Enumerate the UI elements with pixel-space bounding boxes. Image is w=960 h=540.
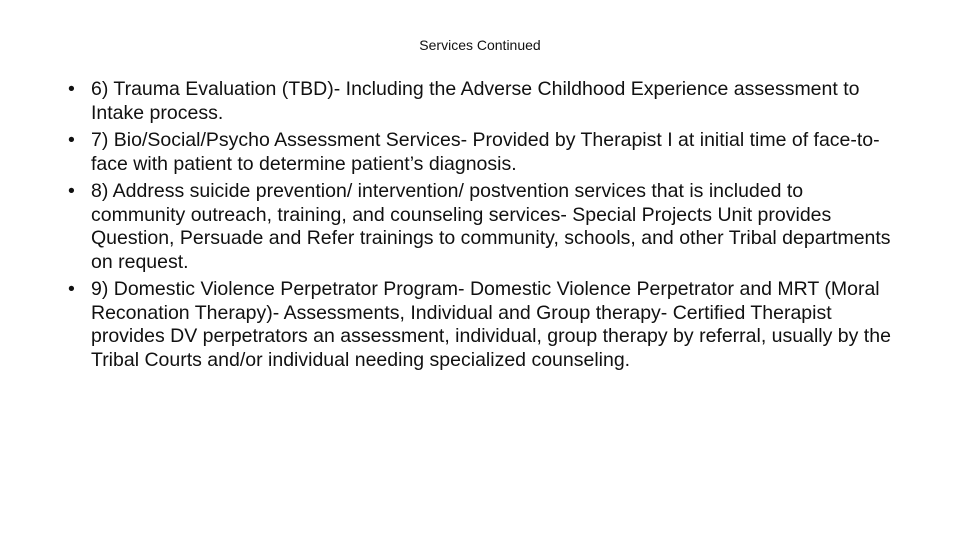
bullet-icon: • bbox=[68, 278, 75, 300]
bullet-item-domestic-violence bbox=[68, 278, 898, 372]
bullet-text: 8) Address suicide prevention/ intervention/ postvention services that is included to community outreach, training, and counseling services- Special Projects Unit provides Question, Persuade and Refer trainings to community, schools, and other Tribal departments on request. bbox=[91, 180, 891, 273]
bullet-text: 7) Bio/Social/Psycho Assessment Services- Provided by Therapist I at initial time of face-to-face with patient to determine patient’s diagnosis. bbox=[91, 129, 880, 175]
bullet-item-trauma-evaluation bbox=[68, 78, 898, 125]
bullet-list bbox=[68, 78, 898, 376]
bullet-icon: • bbox=[68, 129, 75, 151]
bullet-text: 9) Domestic Violence Perpetrator Program- Domestic Violence Perpetrator and MRT (Moral Reconation Therapy)- Assessments, Individual and Group therapy- Certified Therapist provides DV perpetrators an assessment, individual, group therapy by referral, usually by the Tribal Courts and/or individual needing specialized counseling. bbox=[91, 278, 891, 371]
slide-title: Services Continued bbox=[419, 37, 541, 53]
bullet-text: 6) Trauma Evaluation (TBD)- Including the Adverse Childhood Experience assessment to Intake process. bbox=[91, 78, 860, 124]
bullet-item-bio-social-psycho bbox=[68, 129, 898, 176]
bullet-item-suicide-prevention bbox=[68, 180, 898, 274]
bullet-icon: • bbox=[68, 180, 75, 202]
bullet-icon: • bbox=[68, 78, 75, 100]
